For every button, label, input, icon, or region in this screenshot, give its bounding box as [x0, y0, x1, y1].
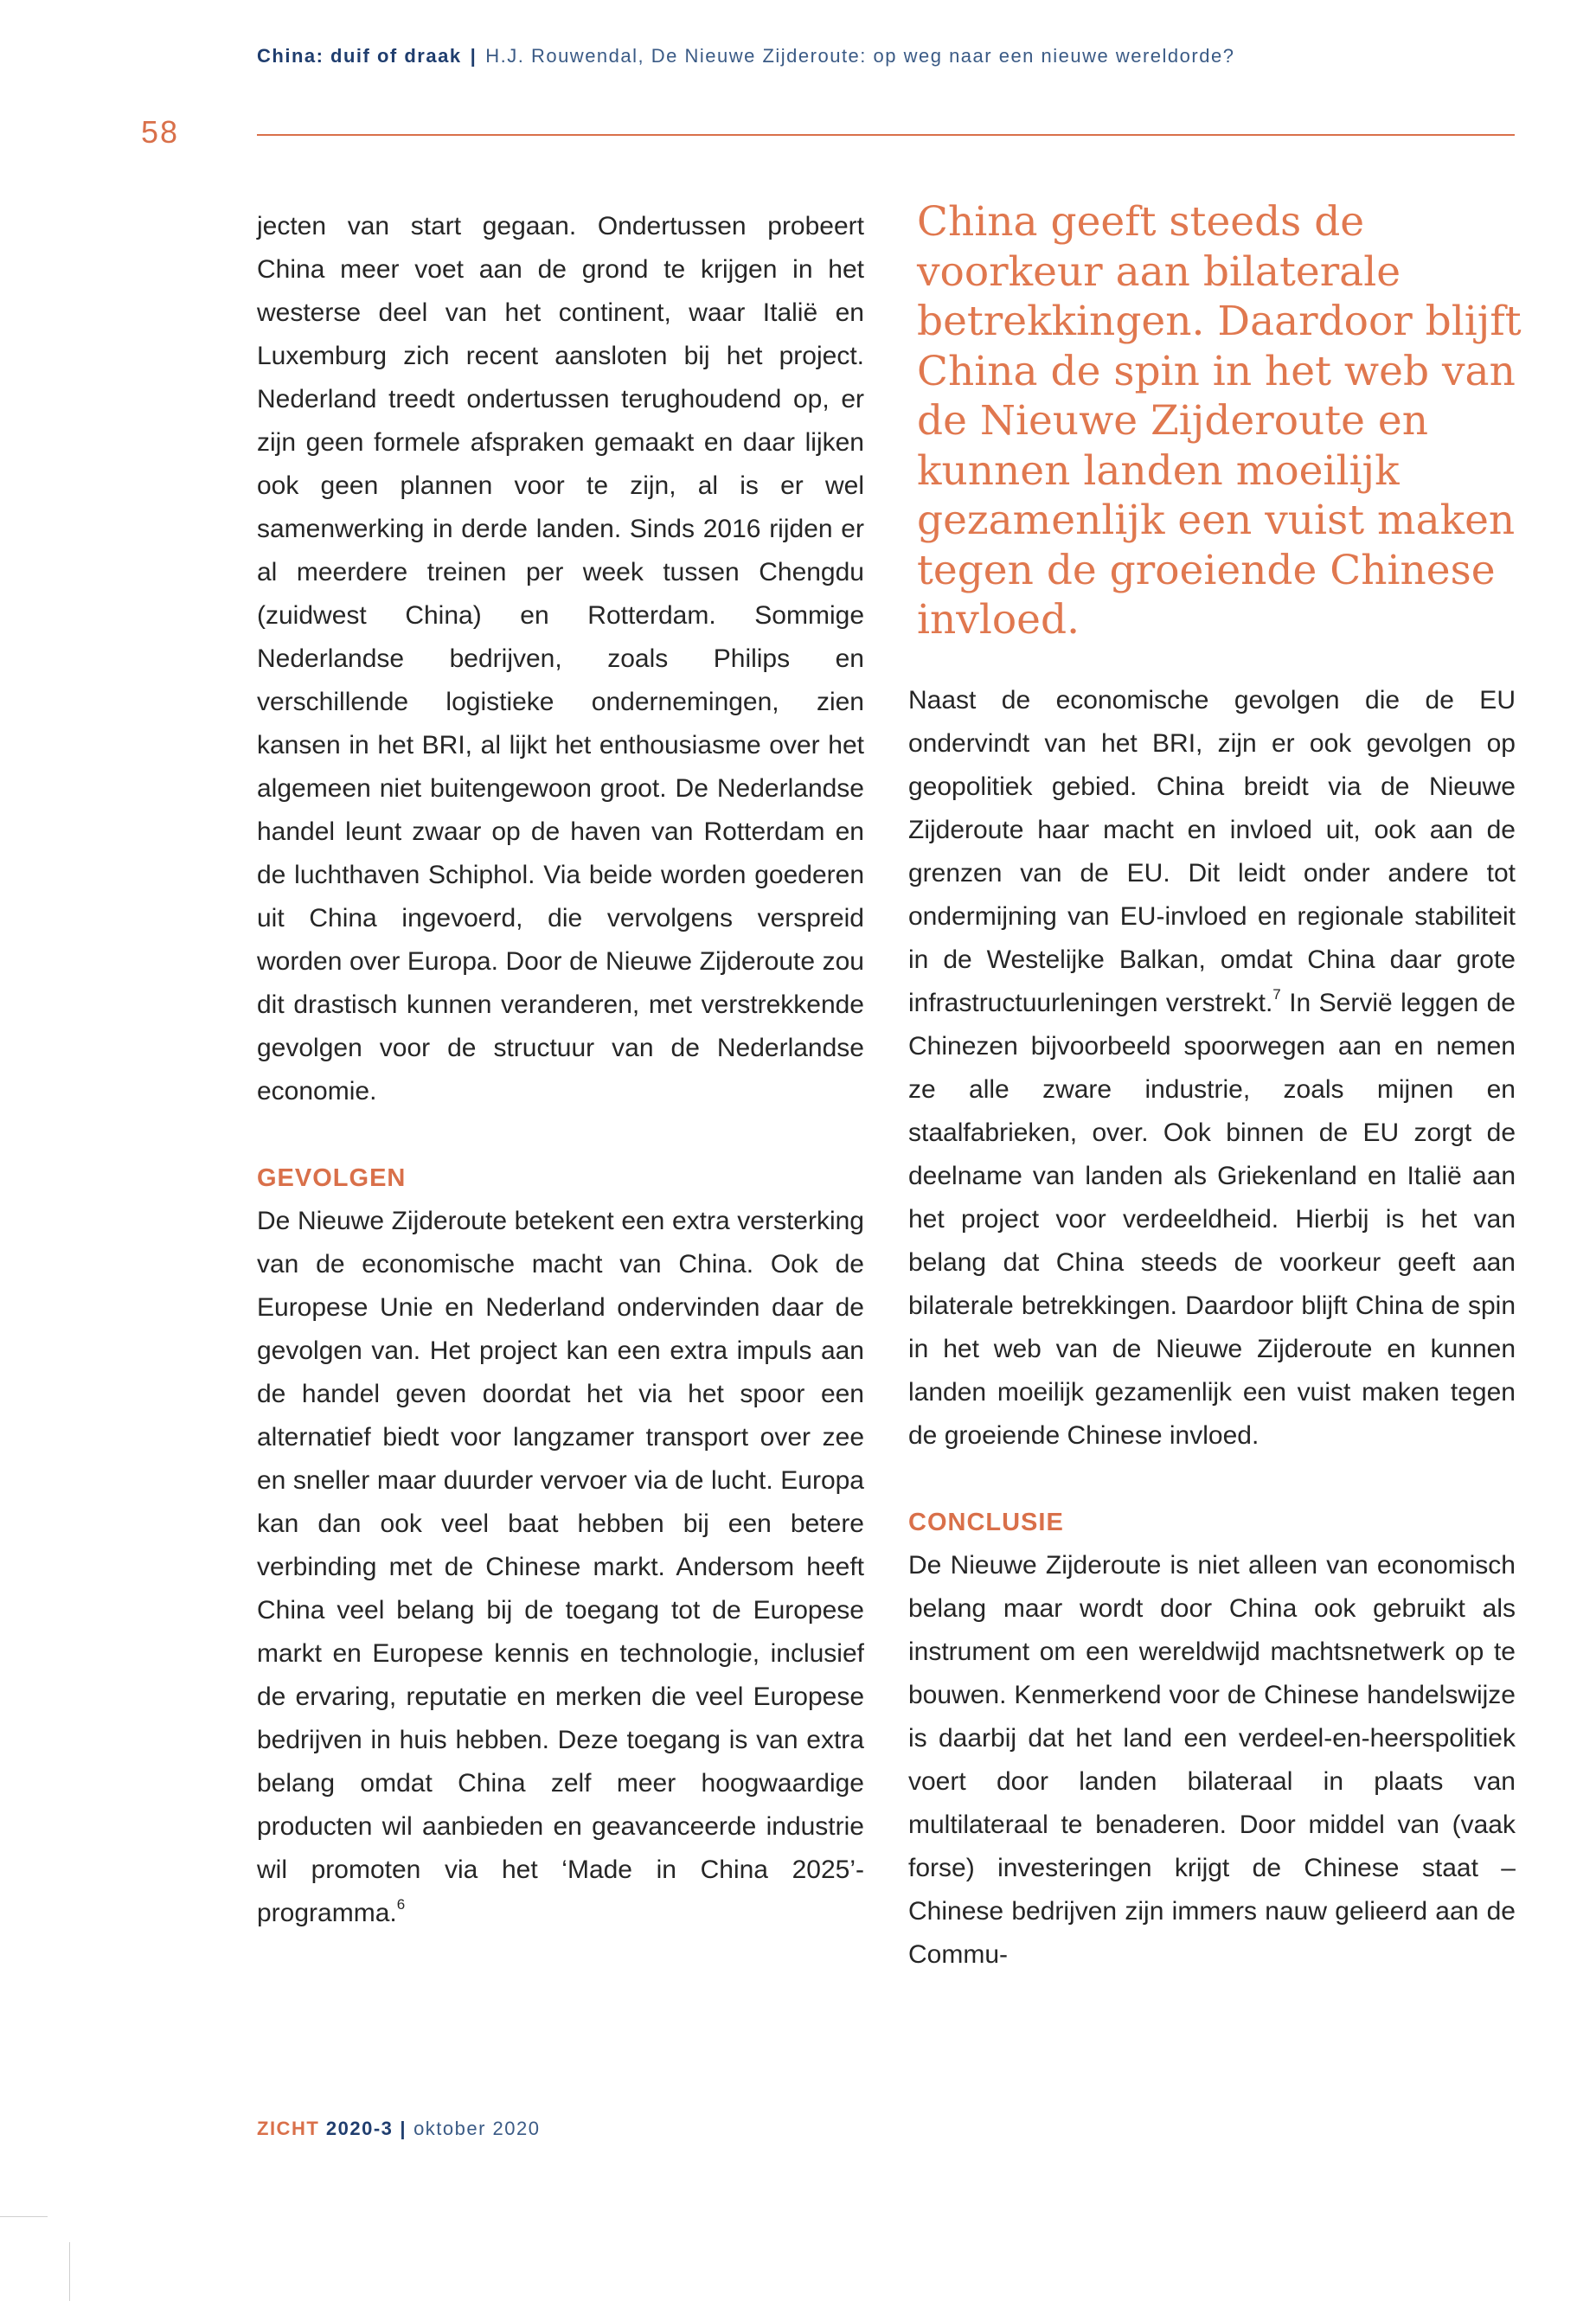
right-column	[908, 679, 1516, 1977]
header-rule	[257, 134, 1515, 136]
running-header	[257, 45, 1234, 67]
paragraph-geopolitiek	[908, 679, 1516, 1458]
paragraph-geopolitiek-text-b: In Servië leggen de Chinezen bijvoorbeeld spoorwegen aan en nemen ze alle zware industrie, zoals mijnen en staalfabrieken, over. Ook binnen de EU zorgt de deelname van landen als Griekenland en Italië aan het project voor verdeeldheid. Hierbij is het van belang dat China steeds de voorkeur geeft aan bilaterale betrekkingen. Daardoor blijft China de spin in het web van de Nieuwe Zijderoute en kunnen landen moeilijk gezamenlijk een vuist maken tegen de groeiende Chinese invloed.	[908, 989, 1516, 1450]
pull-quote: China geeft steeds de voorkeur aan bilaterale betrekkingen. Daardoor blijft China de spin in het web van de Nieuwe Zijderoute en kunnen landen moeilijk gezamenlijk een vuist maken tegen de groeiende Chinese invloed.	[917, 198, 1522, 644]
left-column	[257, 205, 864, 1935]
paragraph-geopolitiek-text-a: Naast de economische gevolgen die de EU ondervindt van het BRI, zijn er ook gevolgen op geopolitiek gebied. China breidt via de Nieuwe Zijderoute haar macht en invloed uit, ook aan de grenzen van de EU. Dit leidt onder andere tot ondermijning van EU-invloed en regionale stabiliteit in de Westelijke Balkan, omdat China daar grote infrastructuurleningen verstrekt.	[908, 686, 1516, 1017]
footer-date: oktober 2020	[413, 2118, 541, 2139]
page-number: 58	[141, 114, 180, 150]
header-series-title: China: duif of draak	[257, 45, 462, 67]
header-article-title: H.J. Rouwendal, De Nieuwe Zijderoute: op weg naar een nieuwe wereldorde?	[485, 45, 1235, 67]
section-heading-conclusie: CONCLUSIE	[908, 1509, 1064, 1536]
crop-mark-horizontal	[0, 2216, 48, 2217]
paragraph-bri-netherlands: jecten van start gegaan. Ondertussen probeert China meer voet aan de grond te krijgen in het westerse deel van het continent, waar Italië en Luxemburg zich recent aansloten bij het project. Nederland treedt ondertussen terughoudend op, er zijn geen formele afspraken gemaakt en daar lijken ook geen plannen voor te zijn, al is er wel samenwerking in derde landen. Sinds 2016 rijden er al meerdere treinen per week tussen Chengdu (zuidwest China) en Rotterdam. Sommige Nederlandse bedrijven, zoals Philips en verschillende logistieke ondernemingen, zien kansen in het BRI, al lijkt het enthousiasme over het algemeen niet buitengewoon groot. De Nederlandse handel leunt zwaar op de haven van Rotterdam en de luchthaven Schiphol. Via beide worden goederen uit China ingevoerd, die vervolgens verspreid worden over Europa. Door de Nieuwe Zijderoute zou dit drastisch kunnen veranderen, met verstrekkende gevolgen voor de structuur van de Nederlandse economie.	[257, 212, 864, 1106]
paragraph-conclusie: De Nieuwe Zijderoute is niet alleen van economisch belang maar wordt door China ook gebruikt als instrument om een wereldwijd machtsnetwerk op te bouwen. Kenmerkend voor de Chinese handelswijze is daarbij dat het land een verdeel-en-heerspolitiek voert door landen bilateraal in plaats van multilateraal te benaderen. Door middel van (vaak forse) investeringen krijgt de Chinese staat – Chinese bedrijven zijn immers nauw gelieerd aan de Commu-	[908, 1551, 1516, 1969]
footer-issue: 2020-3	[325, 2118, 394, 2139]
footnote-marker-7: 7	[1272, 986, 1281, 1003]
page-footer	[257, 2118, 541, 2140]
paragraph-gevolgen	[257, 1200, 864, 1935]
footer-magazine-name: ZICHT	[257, 2118, 320, 2139]
section-heading-gevolgen: GEVOLGEN	[257, 1164, 407, 1192]
footer-separator: |	[400, 2118, 407, 2139]
footnote-marker-6: 6	[396, 1896, 406, 1913]
crop-mark-vertical	[69, 2242, 70, 2301]
paragraph-gevolgen-text: De Nieuwe Zijderoute betekent een extra versterking van de economische macht van China. Ook de Europese Unie en Nederland ondervinden daar de gevolgen van. Het project kan een extra impuls aan de handel geven doordat het via het spoor een alternatief biedt voor langzamer transport over zee en sneller maar duurder vervoer via de lucht. Europa kan dan ook veel baat hebben bij een betere verbinding met de Chinese markt. Andersom heeft China veel belang bij de toegang tot de Europese markt en Europese kennis en technologie, inclusief de ervaring, reputatie en merken die veel Europese bedrijven in huis hebben. Deze toegang is van extra belang omdat China zelf meer hoogwaardige producten wil aanbieden en geavanceerde industrie wil promoten via het ‘Made in China 2025’-programma.	[257, 1207, 864, 1927]
header-separator: |	[470, 45, 478, 67]
